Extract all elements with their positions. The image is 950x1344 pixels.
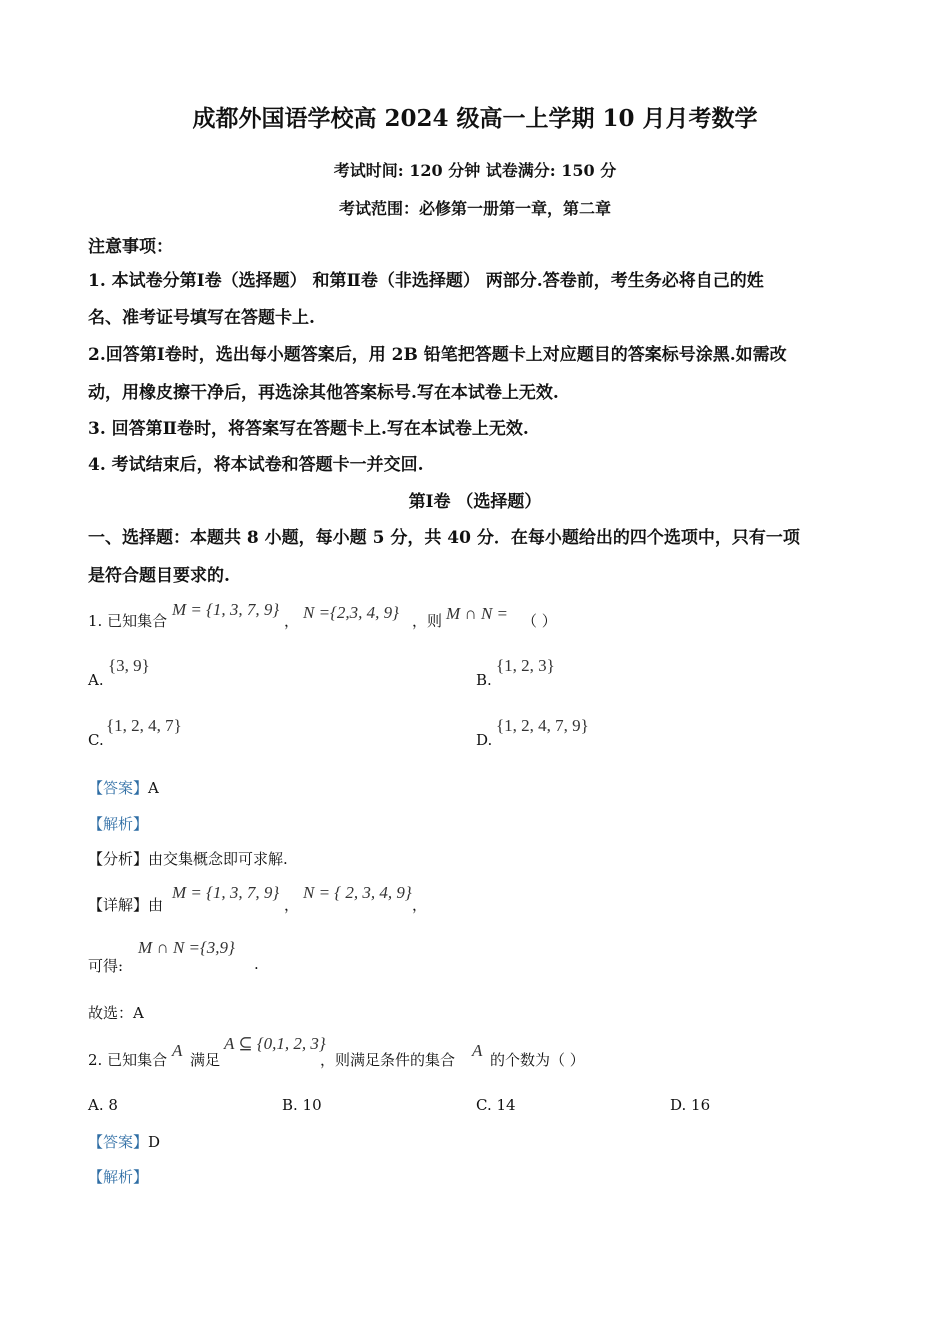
analysis-text: 【分析】由交集概念即可求解. xyxy=(88,850,288,868)
answer-value: A xyxy=(148,779,159,797)
option-a-label: A. xyxy=(88,671,104,689)
q2-option-a: A. 8 xyxy=(88,1096,118,1114)
part-title: 第Ⅰ卷 （选择题） xyxy=(408,492,542,512)
var-a: A xyxy=(172,1041,183,1060)
comma: ， xyxy=(284,612,300,630)
set-n: N ={2,3, 4, 9} xyxy=(303,603,399,622)
answer-line xyxy=(88,777,159,798)
q2-answer-value: D xyxy=(148,1133,161,1151)
detail-set-m: M = {1, 3, 7, 9} xyxy=(172,883,280,902)
notice-item-1-cont: 名、准考证号填写在答题卡上. xyxy=(88,308,315,328)
satisfy-text: 满足 xyxy=(190,1051,221,1069)
option-c-label: C. xyxy=(88,731,104,749)
question-2-prefix: 2. 已知集合 xyxy=(88,1051,168,1069)
question-2-mid: ，则满足条件的集合 xyxy=(320,1051,456,1069)
detail-comma: ， xyxy=(284,896,300,914)
section-heading-cont: 是符合题目要求的. xyxy=(88,566,230,586)
option-c: {1, 2, 4, 7} xyxy=(106,716,182,735)
q2-analysis-tag: 【解析】 xyxy=(88,1168,149,1186)
notice-item-1: 1. 本试卷分第Ⅰ卷（选择题） 和第Ⅱ卷（非选择题） 两部分.答卷前，考生务必将自己的姓 xyxy=(88,271,764,291)
notice-item-3: 3. 回答第Ⅱ卷时，将答案写在答题卡上.写在本试卷上无效. xyxy=(88,419,529,439)
result-end: . xyxy=(254,955,259,973)
notice-item-2: 2.回答第Ⅰ卷时，选出每小题答案后，用 2B 铅笔把答题卡上对应题目的答案标号涂黑.如需改 xyxy=(88,345,787,365)
option-a: {3, 9} xyxy=(108,656,150,675)
notice-item-4: 4. 考试结束后，将本试卷和答题卡一并交回. xyxy=(88,455,424,475)
q2-option-c: C. 14 xyxy=(476,1096,516,1114)
detail-end: ， xyxy=(412,896,428,914)
option-d: {1, 2, 4, 7, 9} xyxy=(496,716,589,735)
detail-prefix: 【详解】由 xyxy=(88,896,164,914)
exam-scope: 考试范围：必修第一册第一章，第二章 xyxy=(338,199,611,218)
result-expr: M ∩ N ={3,9} xyxy=(138,938,235,957)
answer-paren: （ ） xyxy=(522,612,557,630)
subset-condition: A ⊆ {0,1, 2, 3} xyxy=(224,1034,326,1053)
question-2-suffix: 的个数为（ ） xyxy=(490,1051,585,1069)
set-m: M = {1, 3, 7, 9} xyxy=(172,600,280,619)
q2-answer-line xyxy=(88,1131,160,1152)
q2-option-d: D. 16 xyxy=(670,1096,711,1114)
section-heading: 一、选择题：本题共 8 小题，每小题 5 分，共 40 分．在每小题给出的四个选项中，只有一项 xyxy=(88,528,800,548)
q2-option-b: B. 10 xyxy=(282,1096,322,1114)
var-a-2: A xyxy=(472,1041,483,1060)
analysis-tag: 【解析】 xyxy=(88,815,149,833)
detail-set-n: N = { 2, 3, 4, 9} xyxy=(303,883,412,902)
notice-heading: 注意事项： xyxy=(88,237,173,257)
option-b: {1, 2, 3} xyxy=(496,656,555,675)
notice-item-2-cont: 动，用橡皮擦干净后，再选涂其他答案标号.写在本试卷上无效. xyxy=(88,383,559,403)
option-b-label: B. xyxy=(476,671,492,689)
conclusion: 故选：A xyxy=(88,1004,144,1022)
intersection-expr: M ∩ N = xyxy=(446,604,508,623)
page-title: 成都外国语学校高 2024 级高一上学期 10 月月考数学 xyxy=(192,105,758,132)
q2-answer-tag: 【答案】 xyxy=(88,1133,149,1151)
question-1-prefix: 1. 已知集合 xyxy=(88,612,168,630)
exam-info: 考试时间: 120 分钟 试卷满分: 150 分 xyxy=(333,161,617,180)
result-prefix: 可得: xyxy=(88,957,124,975)
then-text: ，则 xyxy=(412,612,443,630)
option-d-label: D. xyxy=(476,731,493,749)
answer-tag: 【答案】 xyxy=(88,779,149,797)
